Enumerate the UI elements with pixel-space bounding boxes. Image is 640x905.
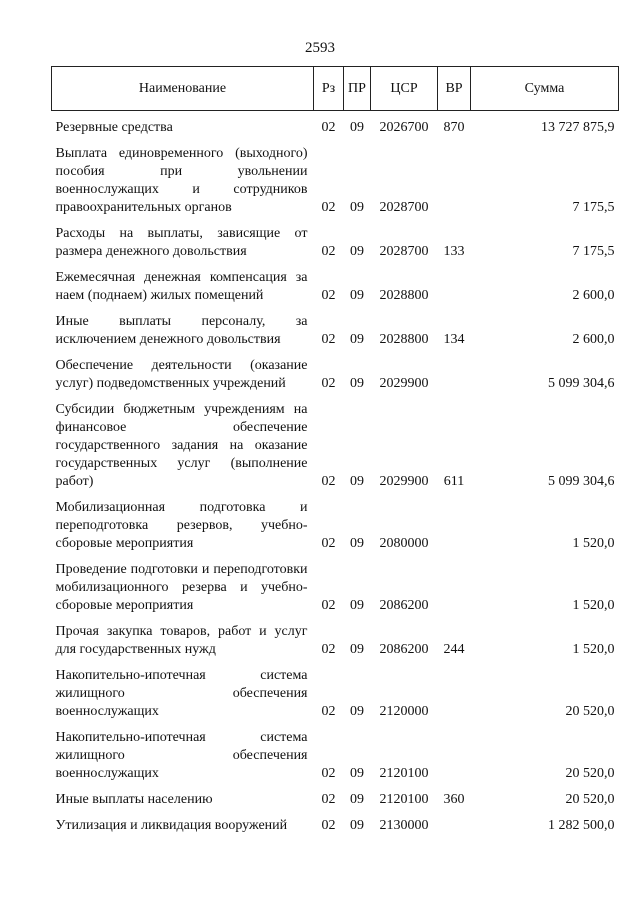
row-vr bbox=[438, 137, 471, 217]
row-csr: 2130000 bbox=[379, 817, 429, 833]
row-pr: 09 bbox=[350, 535, 364, 551]
table-row bbox=[52, 491, 619, 553]
row-name: Субсидии бюджетным учреждениям на финансовое обеспечение государственного задания на оказание государственных услуг (выполнение работ) bbox=[55, 401, 308, 489]
table-row bbox=[52, 615, 619, 659]
row-vr: 134 bbox=[443, 331, 465, 347]
budget-table bbox=[51, 66, 619, 835]
table-row bbox=[52, 217, 619, 261]
row-rz: 02 bbox=[321, 817, 336, 833]
row-vr bbox=[438, 659, 471, 721]
row-rz: 02 bbox=[321, 199, 336, 215]
row-sum: 5 099 304,6 bbox=[548, 375, 615, 391]
row-name: Ежемесячная денежная компенсация за наем (поднаем) жилых помещений bbox=[55, 269, 308, 303]
table-row bbox=[52, 349, 619, 393]
row-csr: 2026700 bbox=[379, 119, 429, 135]
row-pr: 09 bbox=[350, 243, 364, 259]
row-sum: 1 520,0 bbox=[572, 535, 615, 551]
table-row bbox=[52, 111, 619, 137]
header-name: Наименование bbox=[52, 67, 314, 111]
row-rz: 02 bbox=[321, 119, 336, 135]
row-rz: 02 bbox=[321, 331, 336, 347]
row-csr: 2080000 bbox=[379, 535, 429, 551]
row-vr bbox=[438, 261, 471, 305]
row-rz: 02 bbox=[321, 287, 336, 303]
row-sum: 20 520,0 bbox=[565, 765, 615, 781]
row-vr: 244 bbox=[443, 641, 465, 657]
row-pr: 09 bbox=[350, 119, 364, 135]
row-pr: 09 bbox=[350, 199, 364, 215]
header-sum: Сумма bbox=[471, 67, 619, 111]
row-sum: 7 175,5 bbox=[572, 243, 615, 259]
row-sum: 2 600,0 bbox=[572, 287, 615, 303]
row-rz: 02 bbox=[321, 765, 336, 781]
row-name: Расходы на выплаты, зависящие от размера денежного довольствия bbox=[55, 225, 308, 259]
row-vr bbox=[438, 721, 471, 783]
row-csr: 2120000 bbox=[379, 703, 429, 719]
row-vr bbox=[438, 553, 471, 615]
header-vr: ВР bbox=[438, 67, 471, 111]
header-csr: ЦСР bbox=[371, 67, 438, 111]
row-rz: 02 bbox=[321, 641, 336, 657]
row-pr: 09 bbox=[350, 287, 364, 303]
row-pr: 09 bbox=[350, 791, 364, 807]
row-csr: 2029900 bbox=[379, 473, 429, 489]
table-row bbox=[52, 393, 619, 491]
row-pr: 09 bbox=[350, 375, 364, 391]
row-name: Обеспечение деятельности (оказание услуг) подведомственных учреждений bbox=[55, 357, 308, 391]
row-csr: 2120100 bbox=[379, 791, 429, 807]
row-vr: 133 bbox=[443, 243, 465, 259]
row-sum: 2 600,0 bbox=[572, 331, 615, 347]
row-pr: 09 bbox=[350, 473, 364, 489]
row-csr: 2028800 bbox=[379, 331, 429, 347]
row-sum: 1 520,0 bbox=[572, 597, 615, 613]
row-name: Проведение подготовки и переподготовки мобилизационного резерва и учебно-сборовые мероприятия bbox=[55, 561, 308, 613]
row-vr bbox=[438, 349, 471, 393]
row-sum: 1 520,0 bbox=[572, 641, 615, 657]
row-name: Накопительно-ипотечная система жилищного обеспечения военнослужащих bbox=[55, 667, 308, 719]
table-row bbox=[52, 783, 619, 809]
row-name: Выплата единовременного (выходного) пособия при увольнении военнослужащих и сотрудников правоохранительных органов bbox=[55, 145, 308, 215]
row-vr: 360 bbox=[443, 791, 465, 807]
row-csr: 2120100 bbox=[379, 765, 429, 781]
row-rz: 02 bbox=[321, 703, 336, 719]
row-csr: 2028700 bbox=[379, 243, 429, 259]
row-vr bbox=[438, 809, 471, 835]
row-vr: 870 bbox=[443, 119, 465, 135]
table-row bbox=[52, 261, 619, 305]
row-sum: 5 099 304,6 bbox=[548, 473, 615, 489]
table-row bbox=[52, 809, 619, 835]
row-rz: 02 bbox=[321, 791, 336, 807]
row-rz: 02 bbox=[321, 535, 336, 551]
row-name: Утилизация и ликвидация вооружений bbox=[55, 817, 288, 833]
row-pr: 09 bbox=[350, 703, 364, 719]
table-row bbox=[52, 721, 619, 783]
row-sum: 20 520,0 bbox=[565, 791, 615, 807]
row-csr: 2086200 bbox=[379, 641, 429, 657]
row-csr: 2028800 bbox=[379, 287, 429, 303]
row-sum: 1 282 500,0 bbox=[548, 817, 615, 833]
header-pr: ПР bbox=[344, 67, 371, 111]
row-sum: 20 520,0 bbox=[565, 703, 615, 719]
header-rz: Рз bbox=[314, 67, 344, 111]
row-vr: 611 bbox=[443, 473, 465, 489]
row-pr: 09 bbox=[350, 765, 364, 781]
row-sum: 7 175,5 bbox=[572, 199, 615, 215]
row-vr bbox=[438, 491, 471, 553]
row-pr: 09 bbox=[350, 331, 364, 347]
row-csr: 2086200 bbox=[379, 597, 429, 613]
table-row bbox=[52, 659, 619, 721]
row-csr: 2028700 bbox=[379, 199, 429, 215]
table-row bbox=[52, 137, 619, 217]
table-header-row bbox=[52, 67, 619, 111]
row-rz: 02 bbox=[321, 375, 336, 391]
row-name: Иные выплаты персоналу, за исключением денежного довольствия bbox=[55, 313, 308, 347]
row-name: Иные выплаты населению bbox=[55, 791, 213, 807]
row-name: Прочая закупка товаров, работ и услуг для государственных нужд bbox=[55, 623, 308, 657]
row-pr: 09 bbox=[350, 597, 364, 613]
row-rz: 02 bbox=[321, 473, 336, 489]
row-rz: 02 bbox=[321, 597, 336, 613]
row-pr: 09 bbox=[350, 817, 364, 833]
table-row bbox=[52, 553, 619, 615]
row-sum: 13 727 875,9 bbox=[541, 119, 615, 135]
page-number: 2593 bbox=[305, 40, 335, 56]
table-row bbox=[52, 305, 619, 349]
row-name: Резервные средства bbox=[55, 119, 173, 135]
row-csr: 2029900 bbox=[379, 375, 429, 391]
row-name: Накопительно-ипотечная система жилищного обеспечения военнослужащих bbox=[55, 729, 308, 781]
row-pr: 09 bbox=[350, 641, 364, 657]
row-name: Мобилизационная подготовка и переподготовка резервов, учебно-сборовые мероприятия bbox=[55, 499, 308, 551]
row-rz: 02 bbox=[321, 243, 336, 259]
